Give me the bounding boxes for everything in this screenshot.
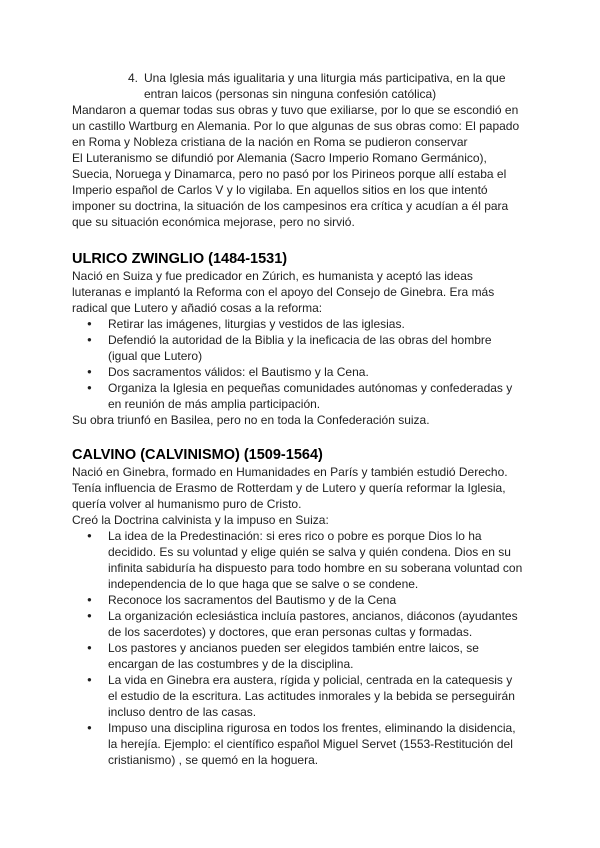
list-item: ● Defendió la autoridad de la Biblia y la ineficacia de las obras del hombre (igual que Lutero) xyxy=(72,332,524,364)
calvino-bullet-list xyxy=(72,528,524,768)
calvino-intro: Nació en Ginebra, formado en Humanidades en París y también estudió Derecho. Tenía influencia de Erasmo de Rotterdam y de Lutero y quería reformar la Iglesia, quería volver al humanismo puro de Cristo. xyxy=(72,465,508,511)
luther-exile-paragraph: Mandaron a quemar todas sus obras y tuvo que exiliarse, por lo que se escondió en un castillo Wartburg en Alemania. Por lo que algunas de sus obras como: El papado en Roma y Nobleza cristiana de la nación en Roma se pudieron conservar xyxy=(72,103,520,149)
numbered-item xyxy=(72,70,524,102)
zwinglio-bullet-list xyxy=(72,316,524,412)
list-item: ● Organiza la Iglesia en pequeñas comunidades autónomas y confederadas y en reunión de más amplia participación. xyxy=(72,380,524,412)
zwinglio-closing: Su obra triunfó en Basilea, pero no en toda la Confederación suiza. xyxy=(72,413,430,427)
list-item: ● La vida en Ginebra era austera, rígida y policial, centrada en la catequesis y el estudio de la escritura. Las actitudes inmorales y la bebida se perseguirán incluso dentro de las casas. xyxy=(72,672,524,720)
luteranismo-spread-paragraph: El Luteranismo se difundió por Alemania (Sacro Imperio Romano Germánico), Suecia, Noruega y Dinamarca, pero no pasó por los Pirineos porque allí estaba el Imperio español de Carlos V y lo vigilaba. En aquellos sitios en los que intentó imponer su doctrina, la situación de los campesinos era crítica y acudían a él para que su situación económica mejorase, pero no sirvió. xyxy=(72,151,509,229)
list-item: ● Reconoce los sacramentos del Bautismo y de la Cena xyxy=(72,592,524,608)
list-item: ● Retirar las imágenes, liturgias y vestidos de las iglesias. xyxy=(72,316,524,332)
item-text: Una Iglesia más igualitaria y una liturgia más participativa, en la que entran laicos (personas sin ninguna confesión católica) xyxy=(144,71,506,101)
list-item: ● Impuso una disciplina rigurosa en todos los frentes, eliminando la disidencia, la herejía. Ejemplo: el científico español Miguel Servet (1553-Restitución del cristianismo) , se quemó en la hoguera. xyxy=(72,720,524,768)
list-item: ● Dos sacramentos válidos: el Bautismo y la Cena. xyxy=(72,364,524,380)
list-item: ● Los pastores y ancianos pueden ser elegidos también entre laicos, se encargan de las costumbres y de la disciplina. xyxy=(72,640,524,672)
zwinglio-heading: ULRICO ZWINGLIO (1484-1531) xyxy=(72,251,288,267)
list-item: ● La organización eclesiástica incluía pastores, ancianos, diáconos (ayudantes de los sacerdotes) y doctores, que eran personas cultas y formadas. xyxy=(72,608,524,640)
list-item: ● La idea de la Predestinación: si eres rico o pobre es porque Dios lo ha decidido. Es su voluntad y elige quién se salva y quién condena. Dios en su infinita sabiduría ha dispuesto para todo hombre en su soberana voluntad con independencia de lo que haga que se salve o se condene. xyxy=(72,528,524,592)
item-number: 4. xyxy=(128,71,139,85)
zwinglio-intro: Nació en Suiza y fue predicador en Zúrich, es humanista y aceptó las ideas luteranas e implantó la Reforma con el apoyo del Consejo de Ginebra. Era más radical que Lutero y añadió cosas a la reforma: xyxy=(72,269,495,315)
document-page xyxy=(72,70,524,768)
calvino-intro-doctrine: Creó la Doctrina calvinista y la impuso en Suiza: xyxy=(72,513,329,527)
calvino-heading: CALVINO (CALVINISMO) (1509-1564) xyxy=(72,447,323,463)
